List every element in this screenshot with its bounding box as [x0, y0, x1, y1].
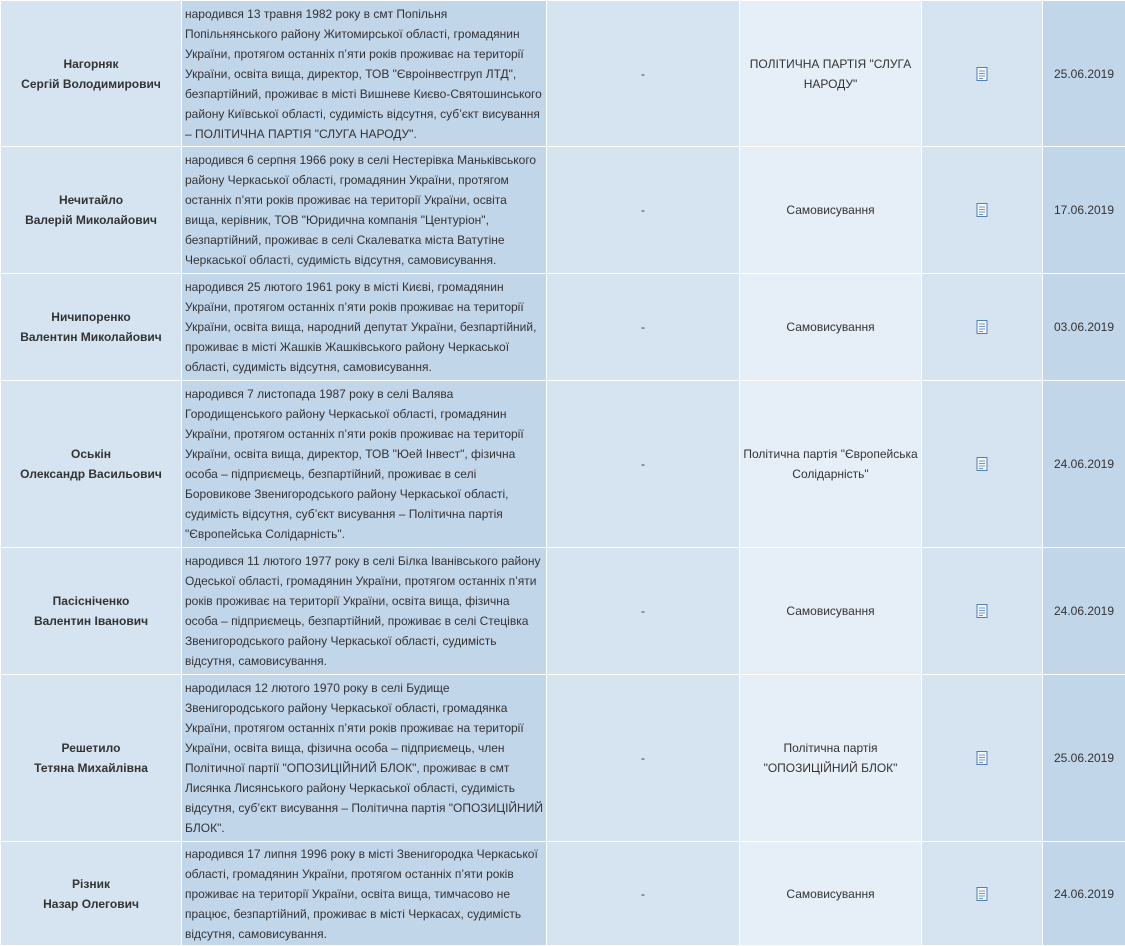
document-cell [922, 381, 1043, 548]
empty-cell: - [547, 381, 740, 548]
empty-cell: - [547, 548, 740, 675]
table-row [1, 381, 1125, 548]
document-icon[interactable] [974, 886, 990, 902]
registration-date: 25.06.2019 [1043, 675, 1125, 842]
candidate-name [1, 842, 182, 946]
candidate-bio: народився 6 серпня 1966 року в селі Нестерівка Маньківського району Черкаської області, громадянин України, протягом останніх п’яти років проживає на території України, освіта вища, керівник, ТОВ "Юридична компанія "Центуріон", безпартійний, проживає в селі Скалеватка міста Ватутіне Черкаської області, судимість відсутня, самовисування. [182, 147, 547, 274]
table-row [1, 147, 1125, 274]
candidate-party: ПОЛІТИЧНА ПАРТІЯ "СЛУГА НАРОДУ" [740, 1, 922, 147]
registration-date: 17.06.2019 [1043, 147, 1125, 274]
registration-date: 03.06.2019 [1043, 274, 1125, 381]
document-icon[interactable] [974, 603, 990, 619]
document-icon[interactable] [974, 750, 990, 766]
candidate-bio: народився 17 липня 1996 року в місті Звенигородка Черкаської області, громадянин України, протягом останніх п’яти років проживає на території України, освіта вища, тимчасово не працює, безпартійний, проживає в місті Черкасах, судимість відсутня, самовисування. [182, 842, 547, 946]
candidate-surname: Різник [2, 874, 180, 894]
candidate-given-names: Тетяна Михайлівна [2, 758, 180, 778]
candidate-party: Самовисування [740, 548, 922, 675]
candidate-given-names: Сергій Володимирович [2, 74, 180, 94]
document-cell [922, 675, 1043, 842]
candidate-name [1, 147, 182, 274]
candidate-surname: Нечитайло [2, 190, 180, 210]
candidate-party: Самовисування [740, 147, 922, 274]
document-cell [922, 147, 1043, 274]
candidate-surname: Ничипоренко [2, 307, 180, 327]
candidate-bio: народився 7 листопада 1987 року в селі Валява Городищенського району Черкаської області, громадянин України, протягом останніх п’яти років проживає на території України, освіта вища, директор, ТОВ "Юей Інвест", фізична особа – підприємець, безпартійний, проживає в селі Боровикове Звенигородського району Черкаської області, судимість відсутня, суб’єкт висування – Політична партія "Європейська Солідарність". [182, 381, 547, 548]
document-icon[interactable] [974, 66, 990, 82]
candidate-name [1, 548, 182, 675]
table-row [1, 675, 1125, 842]
candidate-name [1, 675, 182, 842]
candidate-given-names: Валентин Миколайович [2, 327, 180, 347]
candidate-surname: Оськін [2, 444, 180, 464]
table-row [1, 548, 1125, 675]
candidate-bio: народився 11 лютого 1977 року в селі Білка Іванівського району Одеської області, громадянин України, протягом останніх п’яти років проживає на території України, освіта вища, фізична особа – підприємець, безпартійний, проживає в селі Стецівка Звенигородського району Черкаської області, судимість відсутня, самовисування. [182, 548, 547, 675]
candidate-surname: Пасісніченко [2, 591, 180, 611]
candidate-given-names: Валерій Миколайович [2, 210, 180, 230]
candidate-bio: народився 25 лютого 1961 року в місті Києві, громадянин України, протягом останніх п’яти років проживає на території України, освіта вища, народний депутат України, безпартійний, проживає в місті Жашків Жашківського району Черкаської області, судимість відсутня, самовисування. [182, 274, 547, 381]
document-cell [922, 842, 1043, 946]
candidate-bio: народилася 12 лютого 1970 року в селі Будище Звенигородського району Черкаської області, громадянка України, протягом останніх п’яти років проживає на території України, освіта вища, фізична особа – підприємець, член Політичної партії "ОПОЗИЦІЙНИЙ БЛОК", проживає в смт Лисянка Лисянського району Черкаської області, судимість відсутня, суб’єкт висування – Політична партія "ОПОЗИЦІЙНИЙ БЛОК". [182, 675, 547, 842]
registration-date: 25.06.2019 [1043, 1, 1125, 147]
document-cell [922, 274, 1043, 381]
candidate-party: Самовисування [740, 842, 922, 946]
registration-date: 24.06.2019 [1043, 381, 1125, 548]
candidate-bio: народився 13 травня 1982 року в смт Попільня Попільнянського району Житомирської області, громадянин України, протягом останніх п’яти років проживає на території України, освіта вища, директор, ТОВ "Євроінвестгруп ЛТД", безпартійний, проживає в місті Вишневе Києво-Святошинського району Київської області, судимість відсутня, суб’єкт висування – ПОЛІТИЧНА ПАРТІЯ "СЛУГА НАРОДУ". [182, 1, 547, 147]
table-row [1, 1, 1125, 147]
candidate-party: Політична партія "Європейська Солідарність" [740, 381, 922, 548]
document-cell [922, 548, 1043, 675]
candidate-surname: Решетило [2, 738, 180, 758]
empty-cell: - [547, 274, 740, 381]
candidate-name [1, 381, 182, 548]
table-row [1, 274, 1125, 381]
candidate-given-names: Валентин Іванович [2, 611, 180, 631]
empty-cell: - [547, 842, 740, 946]
empty-cell: - [547, 1, 740, 147]
table-row [1, 842, 1125, 946]
candidate-name [1, 274, 182, 381]
document-icon[interactable] [974, 319, 990, 335]
candidate-given-names: Олександр Васильович [2, 464, 180, 484]
registration-date: 24.06.2019 [1043, 842, 1125, 946]
candidate-surname: Нагорняк [2, 54, 180, 74]
candidate-party: Політична партія "ОПОЗИЦІЙНИЙ БЛОК" [740, 675, 922, 842]
document-icon[interactable] [974, 202, 990, 218]
registration-date: 24.06.2019 [1043, 548, 1125, 675]
document-cell [922, 1, 1043, 147]
candidate-given-names: Назар Олегович [2, 894, 180, 914]
candidate-party: Самовисування [740, 274, 922, 381]
empty-cell: - [547, 147, 740, 274]
candidates-table-body [1, 1, 1125, 946]
empty-cell: - [547, 675, 740, 842]
document-icon[interactable] [974, 456, 990, 472]
candidate-name [1, 1, 182, 147]
